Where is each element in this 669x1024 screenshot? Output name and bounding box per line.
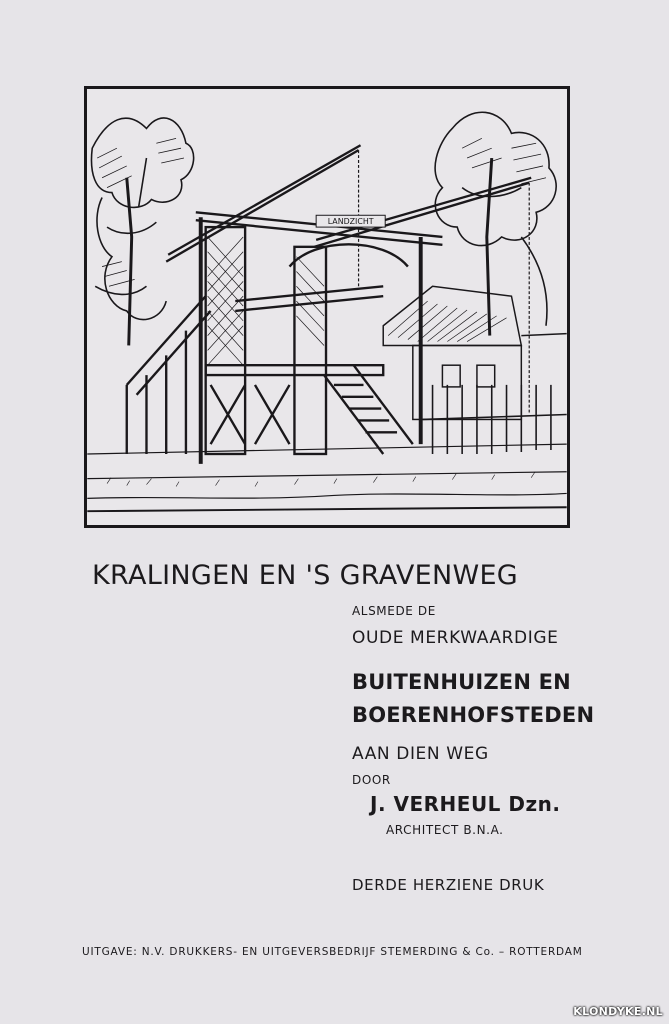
watermark: KLONDYKE.NL [573,1005,663,1018]
subtitle-door: DOOR [352,773,391,787]
subtitle-aan-dien-weg: AAN DIEN WEG [352,744,489,764]
subtitle-boerenhofsteden: BOERENHOFSTEDEN [352,703,595,727]
author-role: ARCHITECT B.N.A. [386,823,504,837]
subtitle-alsmede: ALSMEDE DE [352,604,436,618]
subtitle-oude: OUDE MERKWAARDIGE [352,628,559,648]
edition-label: DERDE HERZIENE DRUK [352,876,545,894]
drawbridge-woodcut [87,89,567,525]
publisher-footer: UITGAVE: N.V. DRUKKERS- EN UITGEVERSBEDRIJF STEMERDING & Co. – ROTTERDAM [82,946,583,958]
book-title: KRALINGEN EN 'S GRAVENWEG [92,560,519,591]
author-name: J. VERHEUL Dzn. [370,792,561,816]
signboard-label: LANDZICHT [327,217,374,227]
subtitle-buitenhuizen: BUITENHUIZEN EN [352,670,571,694]
cover-illustration [84,86,570,528]
